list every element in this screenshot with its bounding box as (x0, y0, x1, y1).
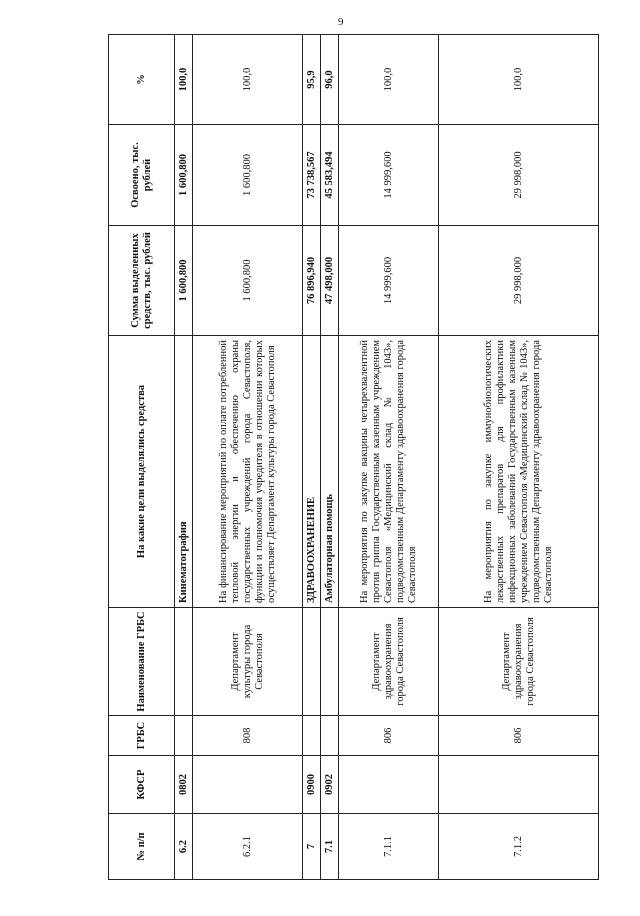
cell-grbs-name: Департамент здравоохранения города Севастополя (439, 608, 599, 716)
cell-pct: 100,0 (175, 35, 193, 125)
cell-spent: 14 999,600 (339, 125, 439, 226)
cell-num: 6.2.1 (193, 814, 303, 880)
table-row (193, 35, 303, 880)
cell-purpose: Амбулаторная помощь (321, 336, 339, 608)
table-row (321, 35, 339, 880)
header-grbs: ГРБС (109, 716, 175, 756)
cell-allocated: 76 896,940 (303, 226, 321, 336)
cell-pct: 100,0 (439, 35, 599, 125)
table-header-row (109, 35, 175, 880)
cell-kfsr (439, 756, 599, 814)
cell-num: 7 (303, 814, 321, 880)
cell-grbs-name (303, 608, 321, 716)
cell-num: 7.1.1 (339, 814, 439, 880)
cell-pct: 100,0 (193, 35, 303, 125)
cell-kfsr: 0900 (303, 756, 321, 814)
table-row (439, 35, 599, 880)
cell-purpose: ЗДРАВООХРАНЕНИЕ (303, 336, 321, 608)
cell-spent: 45 583,494 (321, 125, 339, 226)
table-row (339, 35, 439, 880)
cell-grbs-name: Департамент культуры города Севастополя (193, 608, 303, 716)
header-num: № п/п (109, 814, 175, 880)
header-purpose: На какие цели выделялись средства (109, 336, 175, 608)
cell-grbs: 808 (193, 716, 303, 756)
header-grbs-name: Наименование ГРБС (109, 608, 175, 716)
cell-num: 6.2 (175, 814, 193, 880)
cell-allocated: 47 498,000 (321, 226, 339, 336)
cell-grbs-name: Департамент здравоохранения города Севастополя (339, 608, 439, 716)
cell-grbs (303, 716, 321, 756)
cell-grbs (175, 716, 193, 756)
cell-num: 7.1 (321, 814, 339, 880)
page-number: 9 (338, 16, 344, 28)
cell-purpose: Кинематография (175, 336, 193, 608)
cell-kfsr: 0902 (321, 756, 339, 814)
cell-spent: 1 600,800 (175, 125, 193, 226)
cell-kfsr: 0802 (175, 756, 193, 814)
header-spent: Освоено, тыс. рублей (109, 125, 175, 226)
cell-pct: 96,0 (321, 35, 339, 125)
cell-allocated: 14 999,600 (339, 226, 439, 336)
cell-pct: 95,9 (303, 35, 321, 125)
cell-grbs-name (321, 608, 339, 716)
cell-allocated: 1 600,800 (175, 226, 193, 336)
cell-spent: 1 600,800 (193, 125, 303, 226)
cell-grbs-name (175, 608, 193, 716)
header-allocated: Сумма выделенных средств, тыс. рублей (109, 226, 175, 336)
cell-purpose: На мероприятия по закупке иммунобиологических лекарственных препаратов для профилактики инфекционных заболеваний Государственным казенным учреждением Севастополя «Медицинский склад № 1043», подведомственным Департаменту здравоохранения города Севастополя (439, 336, 599, 608)
budget-table (108, 34, 599, 880)
header-kfsr: КФСР (109, 756, 175, 814)
cell-spent: 29 998,000 (439, 125, 599, 226)
cell-allocated: 29 998,000 (439, 226, 599, 336)
table-row (175, 35, 193, 880)
cell-grbs (321, 716, 339, 756)
cell-grbs: 806 (439, 716, 599, 756)
cell-purpose: На финансирование мероприятий по оплате потребленной тепловой энергии и обеспечению охраны государственных учреждений города Севастополя, функции и полномочия учредителя в отношении которых осуществляет Департамент культуры города Севастополя (193, 336, 303, 608)
table-row (303, 35, 321, 880)
cell-kfsr (339, 756, 439, 814)
cell-num: 7.1.2 (439, 814, 599, 880)
budget-table-rotated (108, 35, 598, 880)
cell-allocated: 1 600,800 (193, 226, 303, 336)
cell-purpose: На мероприятия по закупке вакцины четырехвалентной против гриппа Государственным казенным учреждением Севастополя «Медицинский склад № 1043», подведомственным Департаменту здравоохранения города Севастополя (339, 336, 439, 608)
cell-kfsr (193, 756, 303, 814)
header-pct: % (109, 35, 175, 125)
cell-grbs: 806 (339, 716, 439, 756)
cell-spent: 73 738,567 (303, 125, 321, 226)
cell-pct: 100,0 (339, 35, 439, 125)
